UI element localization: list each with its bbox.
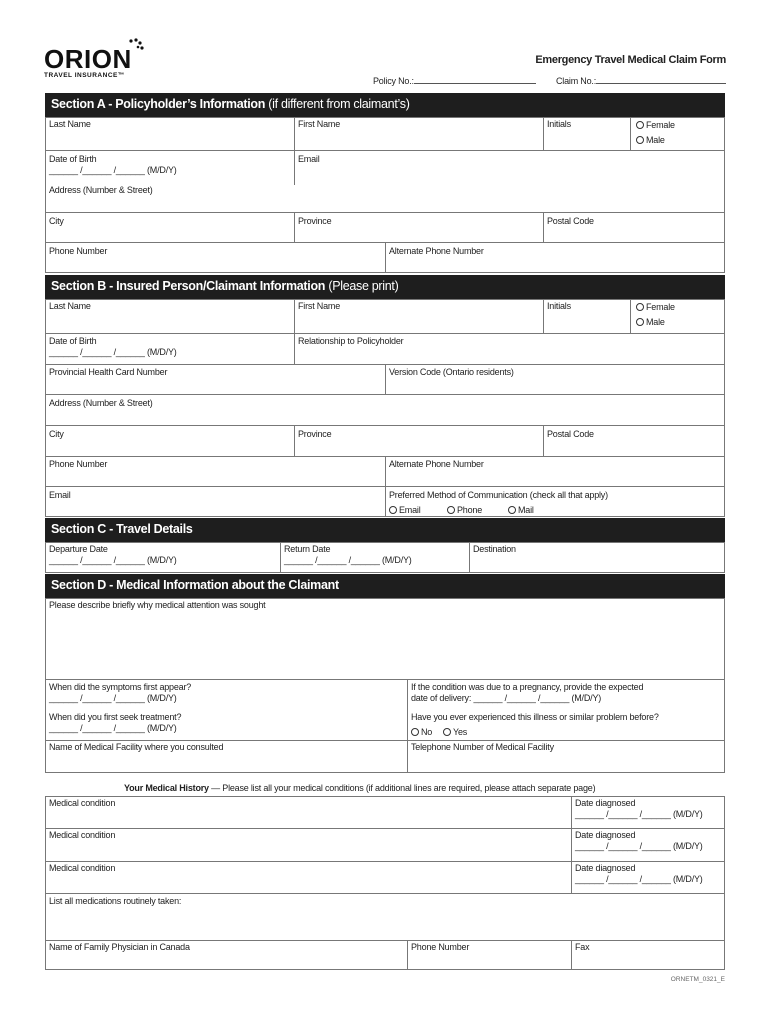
h-condition-1-field[interactable]: Medical condition: [49, 798, 116, 808]
b-male-radio[interactable]: Male: [636, 317, 665, 328]
a-male-radio[interactable]: Male: [636, 135, 665, 146]
c-departure-field[interactable]: Departure Date ______ /______ /______ (M/D/Y): [49, 544, 177, 565]
section-a-subtitle: (if different from claimant’s): [268, 97, 410, 111]
radio-circle-icon: [508, 506, 516, 514]
a-address-field[interactable]: Address (Number & Street): [49, 185, 153, 195]
section-a-title: Section A - Policyholder’s Information: [51, 97, 266, 111]
b-relationship-field[interactable]: Relationship to Policyholder: [298, 336, 404, 346]
radio-circle-icon: [636, 136, 644, 144]
b-alt-phone-field[interactable]: Alternate Phone Number: [389, 459, 484, 469]
b-last-name-field[interactable]: Last Name: [49, 301, 91, 311]
a-alt-phone-field[interactable]: Alternate Phone Number: [389, 246, 484, 256]
policy-no-label: Policy No.:: [373, 76, 414, 86]
b-female-radio[interactable]: Female: [636, 302, 675, 313]
claim-no-label: Claim No.:: [556, 76, 597, 86]
h-date-3-field[interactable]: Date diagnosed ______ /______ /______ (M/D/Y): [575, 863, 703, 884]
section-c-header: [45, 518, 725, 542]
b-first-name-field[interactable]: First Name: [298, 301, 341, 311]
a-postal-field[interactable]: Postal Code: [547, 216, 594, 226]
b-email-field[interactable]: Email: [49, 490, 71, 500]
h-physician-field[interactable]: Name of Family Physician in Canada: [49, 942, 190, 952]
a-last-name-field[interactable]: Last Name: [49, 119, 91, 129]
b-phone-field[interactable]: Phone Number: [49, 459, 108, 469]
section-d-header: [45, 574, 725, 598]
a-female-radio[interactable]: Female: [636, 120, 675, 131]
a-first-name-field[interactable]: First Name: [298, 119, 341, 129]
radio-circle-icon: [447, 506, 455, 514]
a-city-field[interactable]: City: [49, 216, 64, 226]
b-version-code-field[interactable]: Version Code (Ontario residents): [389, 367, 514, 377]
h-fax-field[interactable]: Fax: [575, 942, 590, 952]
d-pregnancy-field[interactable]: If the condition was due to a pregnancy, provide the expected date of delivery: ______ /______ /______ (M/D/Y): [411, 682, 644, 703]
b-postal-field[interactable]: Postal Code: [547, 429, 594, 439]
d-facility-field[interactable]: Name of Medical Facility where you consulted: [49, 742, 224, 752]
history-instructions: — Please list all your medical conditions (if additional lines are required, please attach separate page): [208, 783, 596, 793]
radio-circle-icon: [411, 728, 419, 736]
h-date-2-field[interactable]: Date diagnosed ______ /______ /______ (M/D/Y): [575, 830, 703, 851]
section-b-header: [45, 275, 725, 299]
b-pref-mail-radio[interactable]: Mail: [508, 505, 534, 516]
logo-wordmark: ORION: [44, 44, 132, 74]
c-destination-field[interactable]: Destination: [473, 544, 516, 554]
b-pref-email-radio[interactable]: Email: [389, 505, 421, 516]
h-condition-3-field[interactable]: Medical condition: [49, 863, 116, 873]
d-yes-radio[interactable]: Yes: [443, 727, 467, 738]
footer-code: ORNETM_0321_E: [670, 976, 725, 983]
section-b-subtitle: (Please print): [328, 279, 399, 293]
a-dob-field[interactable]: Date of Birth ______ /______ /______ (M/D/Y): [49, 154, 177, 175]
policy-no-field[interactable]: [373, 76, 536, 86]
h-date-1-field[interactable]: Date diagnosed ______ /______ /______ (M/D/Y): [575, 798, 703, 819]
orion-logo: [44, 44, 132, 79]
h-medications-field[interactable]: List all medications routinely taken:: [49, 896, 182, 906]
history-heading: [124, 783, 595, 794]
logo-tagline: TRAVEL INSURANCE™: [44, 72, 125, 79]
d-describe-field[interactable]: Please describe briefly why medical attention was sought: [49, 600, 266, 610]
history-title: Your Medical History: [124, 783, 209, 793]
a-initials-field[interactable]: Initials: [547, 119, 571, 129]
d-experienced-label: Have you ever experienced this illness or similar problem before?: [411, 712, 659, 722]
form-title: Emergency Travel Medical Claim Form: [535, 54, 726, 66]
section-c-title: Section C - Travel Details: [51, 522, 193, 536]
c-return-field[interactable]: Return Date ______ /______ /______ (M/D/Y): [284, 544, 412, 565]
d-symptoms-field[interactable]: When did the symptoms first appear? ______ /______ /______ (M/D/Y): [49, 682, 192, 703]
b-dob-field[interactable]: Date of Birth ______ /______ /______ (M/D/Y): [49, 336, 177, 357]
a-province-field[interactable]: Province: [298, 216, 332, 226]
radio-circle-icon: [443, 728, 451, 736]
a-phone-field[interactable]: Phone Number: [49, 246, 108, 256]
radio-circle-icon: [636, 121, 644, 129]
section-b-title: Section B - Insured Person/Claimant Information: [51, 279, 326, 293]
a-email-field[interactable]: Email: [298, 154, 320, 164]
logo-dots-icon: [126, 38, 146, 62]
radio-circle-icon: [389, 506, 397, 514]
claim-no-field[interactable]: [556, 76, 726, 86]
d-facility-phone-field[interactable]: Telephone Number of Medical Facility: [411, 742, 554, 752]
d-first-treatment-field[interactable]: When did you first seek treatment? ______ /______ /______ (M/D/Y): [49, 712, 182, 733]
b-health-card-field[interactable]: Provincial Health Card Number: [49, 367, 168, 377]
b-pref-phone-radio[interactable]: Phone: [447, 505, 482, 516]
b-preferred-label: Preferred Method of Communication (check all that apply): [389, 490, 608, 500]
radio-circle-icon: [636, 303, 644, 311]
section-a-header: [45, 93, 725, 117]
radio-circle-icon: [636, 318, 644, 326]
h-condition-2-field[interactable]: Medical condition: [49, 830, 116, 840]
b-address-field[interactable]: Address (Number & Street): [49, 398, 153, 408]
b-city-field[interactable]: City: [49, 429, 64, 439]
b-province-field[interactable]: Province: [298, 429, 332, 439]
d-no-radio[interactable]: No: [411, 727, 432, 738]
section-d-title: Section D - Medical Information about the Claimant: [51, 578, 339, 592]
b-initials-field[interactable]: Initials: [547, 301, 571, 311]
h-phone-field[interactable]: Phone Number: [411, 942, 470, 952]
